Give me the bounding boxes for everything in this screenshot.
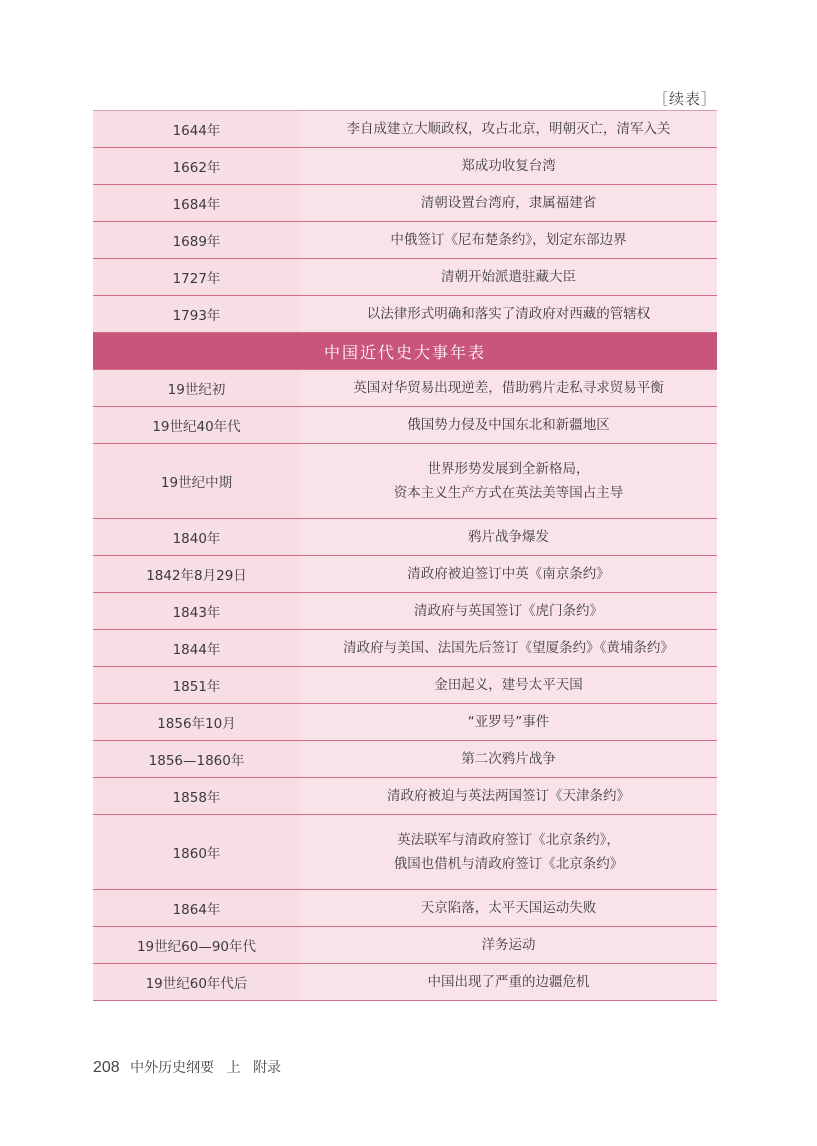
section-header: 中国近代史大事年表	[93, 333, 717, 370]
date-cell: 19世纪中期	[93, 444, 300, 518]
date-cell: 19世纪60年代后	[93, 964, 300, 1000]
event-cell	[300, 370, 717, 406]
event-text: 清政府与美国、法国先后签订《望厦条约》《黄埔条约》	[343, 640, 674, 656]
table-row	[93, 593, 717, 630]
table-row	[93, 964, 717, 1001]
event-cell	[300, 111, 717, 147]
date-cell: 1684年	[93, 185, 300, 221]
event-text: 鸦片战争爆发	[468, 529, 549, 545]
event-text: 世界形势发展到全新格局，	[427, 461, 590, 477]
date-cell: 1840年	[93, 519, 300, 555]
event-cell	[300, 593, 717, 629]
event-cell	[300, 259, 717, 295]
date-cell: 1860年	[93, 815, 300, 889]
event-text: 天京陷落，太平天国运动失败	[420, 900, 597, 916]
date-cell: 1793年	[93, 296, 300, 332]
table-row	[93, 259, 717, 296]
table-row	[93, 370, 717, 407]
date-cell: 19世纪初	[93, 370, 300, 406]
table-row	[93, 148, 717, 185]
event-text: 清政府被迫与英法两国签订《天津条约》	[387, 788, 630, 804]
event-cell	[300, 815, 717, 889]
table-row	[93, 704, 717, 741]
event-text: 第二次鸦片战争	[461, 751, 556, 767]
volume-label: 上	[226, 1060, 241, 1076]
table-row	[93, 556, 717, 593]
event-cell	[300, 296, 717, 332]
event-cell	[300, 407, 717, 443]
event-text: 中国出现了严重的边疆危机	[427, 974, 590, 990]
event-text: 清朝设置台湾府，隶属福建省	[420, 195, 597, 211]
event-cell	[300, 927, 717, 963]
date-cell: 1644年	[93, 111, 300, 147]
event-text: 资本主义生产方式在英法美等国占主导	[393, 485, 624, 501]
page-number: 208	[93, 1059, 120, 1076]
event-cell	[300, 741, 717, 777]
event-text: 英法联军与清政府签订《北京条约》，	[397, 832, 620, 848]
event-text: 中俄签订《尼布楚条约》，划定东部边界	[390, 232, 627, 248]
event-text: 郑成功收复台湾	[461, 158, 556, 174]
event-cell	[300, 148, 717, 184]
table-row	[93, 815, 717, 890]
event-text: 金田起义，建号太平天国	[434, 677, 583, 693]
date-cell: 1727年	[93, 259, 300, 295]
table-row	[93, 630, 717, 667]
date-cell: 1864年	[93, 890, 300, 926]
event-cell	[300, 444, 717, 518]
date-cell: 1856—1860年	[93, 741, 300, 777]
date-cell: 1843年	[93, 593, 300, 629]
date-cell: 1856年10月	[93, 704, 300, 740]
table-row	[93, 407, 717, 444]
event-text: 李自成建立大顺政权，攻占北京，明朝灭亡，清军入关	[346, 121, 671, 137]
page-footer	[93, 1057, 281, 1077]
event-text: 以法律形式明确和落实了清政府对西藏的管辖权	[366, 306, 651, 322]
event-cell	[300, 556, 717, 592]
table-row	[93, 296, 717, 333]
table-row	[93, 667, 717, 704]
event-text: 俄国势力侵及中国东北和新疆地区	[407, 417, 610, 433]
event-text: 洋务运动	[481, 937, 536, 953]
event-cell	[300, 630, 717, 666]
date-cell: 19世纪60—90年代	[93, 927, 300, 963]
event-text: 俄国也借机与清政府签订《北京条约》	[393, 856, 624, 872]
event-cell	[300, 185, 717, 221]
table-modern-rows	[93, 370, 717, 1001]
table-row	[93, 927, 717, 964]
event-text: 清政府被迫签订中英《南京条约》	[407, 566, 610, 582]
table-row	[93, 778, 717, 815]
table-row	[93, 222, 717, 259]
table-row	[93, 111, 717, 148]
continued-label: ［续表］	[652, 90, 717, 108]
section-label: 附录	[253, 1060, 282, 1076]
date-cell: 19世纪40年代	[93, 407, 300, 443]
date-cell: 1844年	[93, 630, 300, 666]
table-row	[93, 185, 717, 222]
event-cell	[300, 890, 717, 926]
event-text: “亚罗号”事件	[467, 714, 550, 730]
table-row	[93, 519, 717, 556]
table-row	[93, 444, 717, 519]
event-cell	[300, 964, 717, 1000]
date-cell: 1858年	[93, 778, 300, 814]
event-text: 清政府与英国签订《虎门条约》	[414, 603, 603, 619]
event-cell	[300, 519, 717, 555]
table-top-rows	[93, 111, 717, 333]
event-cell	[300, 778, 717, 814]
table-row	[93, 890, 717, 927]
event-cell	[300, 222, 717, 258]
chronology-table	[93, 110, 717, 1001]
date-cell: 1851年	[93, 667, 300, 703]
event-text: 英国对华贸易出现逆差，借助鸦片走私寻求贸易平衡	[353, 380, 664, 396]
book-title: 中外历史纲要	[130, 1060, 215, 1076]
event-cell	[300, 667, 717, 703]
table-row	[93, 741, 717, 778]
event-text: 清朝开始派遣驻藏大臣	[441, 269, 576, 285]
date-cell: 1662年	[93, 148, 300, 184]
date-cell: 1842年8月29日	[93, 556, 300, 592]
date-cell: 1689年	[93, 222, 300, 258]
event-cell	[300, 704, 717, 740]
